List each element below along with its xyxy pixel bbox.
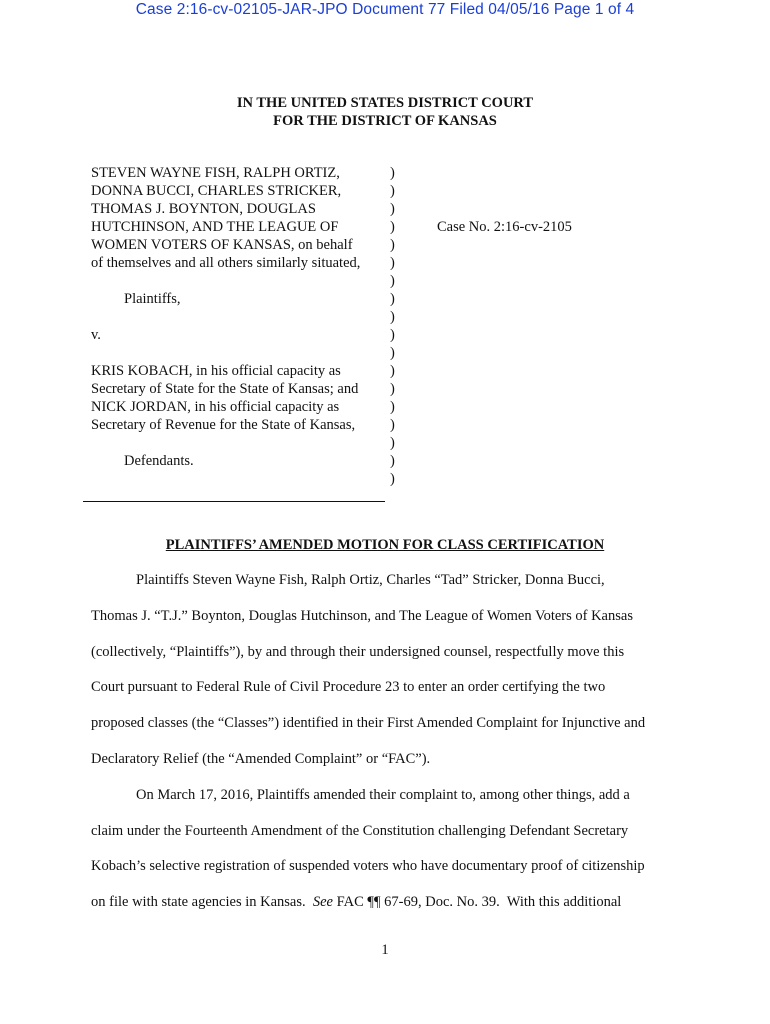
plaintiff-line: WOMEN VOTERS OF KANSAS, on behalf — [91, 237, 353, 253]
caption-paren: ) — [390, 273, 395, 289]
plaintiffs-label: Plaintiffs, — [124, 291, 181, 307]
caption-paren: ) — [390, 165, 395, 181]
body-text-segment: FAC ¶¶ 67-69, Doc. No. 39. With this additional — [333, 894, 622, 911]
caption-paren: ) — [390, 255, 395, 271]
caption-paren: ) — [390, 309, 395, 325]
body-line: claim under the Fourteenth Amendment of the Constitution challenging Defendant Secretary — [91, 822, 629, 839]
plaintiff-line: HUTCHINSON, AND THE LEAGUE OF — [91, 219, 339, 235]
caption-paren: ) — [390, 399, 395, 415]
body-line: Thomas J. “T.J.” Boynton, Douglas Hutchinson, and The League of Women Voters of Kansas — [91, 607, 633, 624]
plaintiff-line: THOMAS J. BOYNTON, DOUGLAS — [91, 201, 316, 217]
body-line: Declaratory Relief (the “Amended Complaint” or “FAC”). — [91, 750, 431, 767]
defendant-line: Secretary of Revenue for the State of Kansas, — [91, 417, 356, 433]
defendant-line: Secretary of State for the State of Kansas; and — [91, 381, 359, 397]
body-text-segment: on file with state agencies in Kansas. — [91, 894, 313, 911]
caption-parenthesis-column — [390, 164, 400, 488]
case-number: Case No. 2:16-cv-2105 — [437, 219, 572, 235]
plaintiff-line: of themselves and all others similarly situated, — [91, 255, 361, 271]
defendant-line: KRIS KOBACH, in his official capacity as — [91, 363, 341, 379]
body-line: Court pursuant to Federal Rule of Civil Procedure 23 to enter an order certifying the two — [91, 679, 606, 696]
case-caption-parties — [91, 164, 391, 470]
caption-paren: ) — [390, 417, 395, 433]
plaintiff-line: STEVEN WAYNE FISH, RALPH ORTIZ, — [91, 165, 340, 181]
caption-paren: ) — [390, 291, 395, 307]
caption-paren: ) — [390, 183, 395, 199]
caption-paren: ) — [390, 219, 395, 235]
caption-paren: ) — [390, 381, 395, 397]
caption-paren: ) — [390, 237, 395, 253]
body-line-last — [91, 885, 681, 921]
body-line: On March 17, 2016, Plaintiffs amended their complaint to, among other things, add a — [136, 786, 630, 803]
motion-body — [91, 563, 681, 921]
body-line: Kobach’s selective registration of suspended voters who have documentary proof of citizenship — [91, 858, 645, 875]
caption-paren: ) — [390, 201, 395, 217]
caption-paren: ) — [390, 363, 395, 379]
caption-divider-line — [83, 501, 385, 502]
defendant-line: NICK JORDAN, in his official capacity as — [91, 399, 340, 415]
court-title — [0, 95, 770, 130]
page-number: 1 — [381, 942, 389, 958]
caption-paren: ) — [390, 327, 395, 343]
caption-paren: ) — [390, 453, 395, 469]
citation-signal: See — [312, 894, 333, 911]
body-line: Plaintiffs Steven Wayne Fish, Ralph Ortiz, Charles “Tad” Stricker, Donna Bucci, — [136, 572, 605, 588]
plaintiff-line: DONNA BUCCI, CHARLES STRICKER, — [91, 183, 342, 199]
body-line: proposed classes (the “Classes”) identified in their First Amended Complaint for Injunctive and — [91, 715, 646, 732]
docket-header-stamp: Case 2:16-cv-02105-JAR-JPO Document 77 Filed 04/05/16 Page 1 of 4 — [135, 1, 635, 18]
court-title-line-1: IN THE UNITED STATES DISTRICT COURT — [236, 95, 534, 111]
defendants-label: Defendants. — [124, 453, 194, 469]
motion-title: PLAINTIFFS’ AMENDED MOTION FOR CLASS CERTIFICATION — [165, 537, 605, 553]
caption-paren: ) — [390, 435, 395, 451]
caption-paren: ) — [390, 345, 395, 361]
court-title-line-2: FOR THE DISTRICT OF KANSAS — [273, 112, 497, 129]
body-line: (collectively, “Plaintiffs”), by and through their undersigned counsel, respectfully move this — [91, 643, 625, 660]
versus-label: v. — [91, 327, 101, 343]
caption-paren: ) — [390, 471, 395, 487]
